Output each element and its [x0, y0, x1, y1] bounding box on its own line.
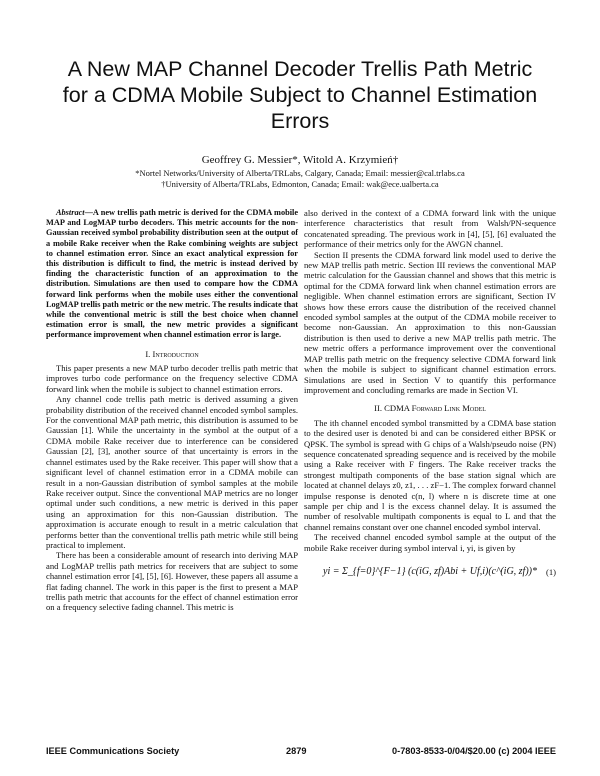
equation-body: yi = Σ_{f=0}^{F−1} (c(iG, zf)Abi + Uf,i)(c^(iG, zf))*: [323, 565, 537, 577]
paper-title: [20, 56, 580, 134]
title-line: Errors: [270, 109, 330, 133]
affiliation-line: †University of Alberta/TRLabs, Edmonton, Canada; Email: wak@ece.ualberta.ca: [161, 179, 439, 189]
body-paragraph: The ith channel encoded symbol transmitted by a CDMA base station to the desired user is denoted bi and can be considered either BPSK or QPSK. The symbol is spread with G chips of a Walsh/pseudo noise (PN) sequence concatenated spreading sequence and is received by the mobile using a Rake receiver with F fingers. The Rake receiver tracks the strongest multipath components of the base station signal which are located at channel delays z0, z1, . . . zF−1. The complex forward channel impulse response is denoted c(n, l) where n is discrete time at one sample per chip and l is the excess channel delay. It is assumed the number of resolvable multipath components is equal to L and that the channel remains constant over one channel encoded symbol interval.: [304, 417, 556, 532]
author-list: Geoffrey G. Messier*, Witold A. Krzymień†: [201, 154, 399, 166]
section-heading: I. Introduction: [145, 348, 199, 359]
abstract-text: —A new trellis path metric is derived for the CDMA mobile MAP and LogMAP turbo decoders. This metric accounts for the non-Gaussian received symbol probability distribution seen at the output of a mobile Rake receiver when the Rake combining weights are subject to channel estimation error. Since an exact analytical expression for this distribution is difficult to find, the metric is instead derived by finding the characteristic function of an approximation to the distribution. Simulations are then used to compare how the CDMA forward link performs when the mobile uses either the conventional LogMAP trellis path metric or the new metric. The results indicate that while the conventional metric is still the best choice when channel estimation error is small, the new metric provides a significant performance improvement when channel estimation error is large.: [46, 208, 298, 340]
abstract: [46, 208, 298, 341]
abstract-label: Abstract: [56, 208, 85, 217]
equation: [304, 557, 556, 587]
body-paragraph: also derived in the context of a CDMA forward link with the unique interference characteristics that result from Walsh/PN-sequence concatenated spreading. The previous work in [4], [5], [6] evaluated the performance of their metrics only for the AWGN channel.: [304, 208, 556, 250]
body-paragraph: This paper presents a new MAP turbo decoder trellis path metric that improves turbo code performance on the frequency selective CDMA forward link when the mobile is subject to channel estimation errors.: [46, 363, 298, 394]
title-line: for a CDMA Mobile Subject to Channel Estimation: [62, 83, 538, 107]
affiliation-line: *Nortel Networks/University of Alberta/TRLabs, Calgary, Canada; Email: messier@cal.trlabs.ca: [135, 168, 465, 178]
page-number: 2879: [286, 746, 307, 756]
left-column: [46, 208, 298, 613]
title-line: A New MAP Channel Decoder Trellis Path Metric: [67, 57, 533, 81]
footer-copyright: 0-7803-8533-0/04/$20.00 (c) 2004 IEEE: [392, 746, 556, 756]
footer-society: IEEE Communications Society: [46, 746, 180, 756]
body-paragraph: Any channel code trellis path metric is derived assuming a given probability distribution of the received channel encoded symbol samples. For the conventional MAP path metric, this distribution is assumed to be Gaussian [1]. While the uncertainty in the symbol at the output of a CDMA mobile Rake receiver due to interference can be considered Gaussian [2], [3], another source of that uncertainty is errors in the channel estimates used by the Rake receiver. This paper will show that a significant level of channel estimation error in a CDMA mobile can result in a non-Gaussian distribution of symbol samples at the mobile Rake receiver output. Since the conventional MAP metrics are no longer optimal under such conditions, a new metric is derived in this paper using an approximation for this non-Gaussian distribution. The approximation is accurate enough to result in a metric calculation that performs better than the conventional trellis path metric while still being practical to implement.: [46, 394, 298, 550]
right-column: [304, 208, 556, 587]
equation-number: (1): [545, 566, 556, 577]
body-paragraph: Section II presents the CDMA forward link model used to derive the new MAP trellis path metric. Section III reviews the conventional MAP metric calculation for the Gaussian channel and shows that this metric is optimal for the CDMA forward link when channel estimation errors are negligible. When channel estimation errors are significant, Section IV shows how these errors cause the distribution of the received channel encoded symbol samples at the output of the CDMA mobile receiver to become non-Gaussian. An approximation to this non-Gaussian distribution is then used to derive a new MAP trellis path metric. The new metric offers a performance improvement over the conventional MAP trellis path metric on the frequency selective CDMA forward link when the mobile is subject to significant channel estimation errors. Simulations are used in Section V to quantify this performance improvement and concluding remarks are made in Section VI.: [304, 249, 556, 395]
body-paragraph: There has been a considerable amount of research into deriving MAP and LogMAP trellis path metrics for receivers that are subject to some channel estimation error [4], [5], [6]. However, these papers all assume a flat fading channel. The work in this paper is the first to present a MAP trellis path metric that accounts for the effect of channel estimation error on a frequency selective fading channel. This metric is: [46, 550, 298, 613]
body-paragraph: The received channel encoded symbol sample at the output of the mobile Rake receiver during symbol interval i, yi, is given by: [304, 532, 556, 553]
affiliations: [20, 168, 580, 190]
section-heading: II. CDMA Forward Link Model: [374, 403, 486, 414]
page-footer: [46, 746, 556, 758]
